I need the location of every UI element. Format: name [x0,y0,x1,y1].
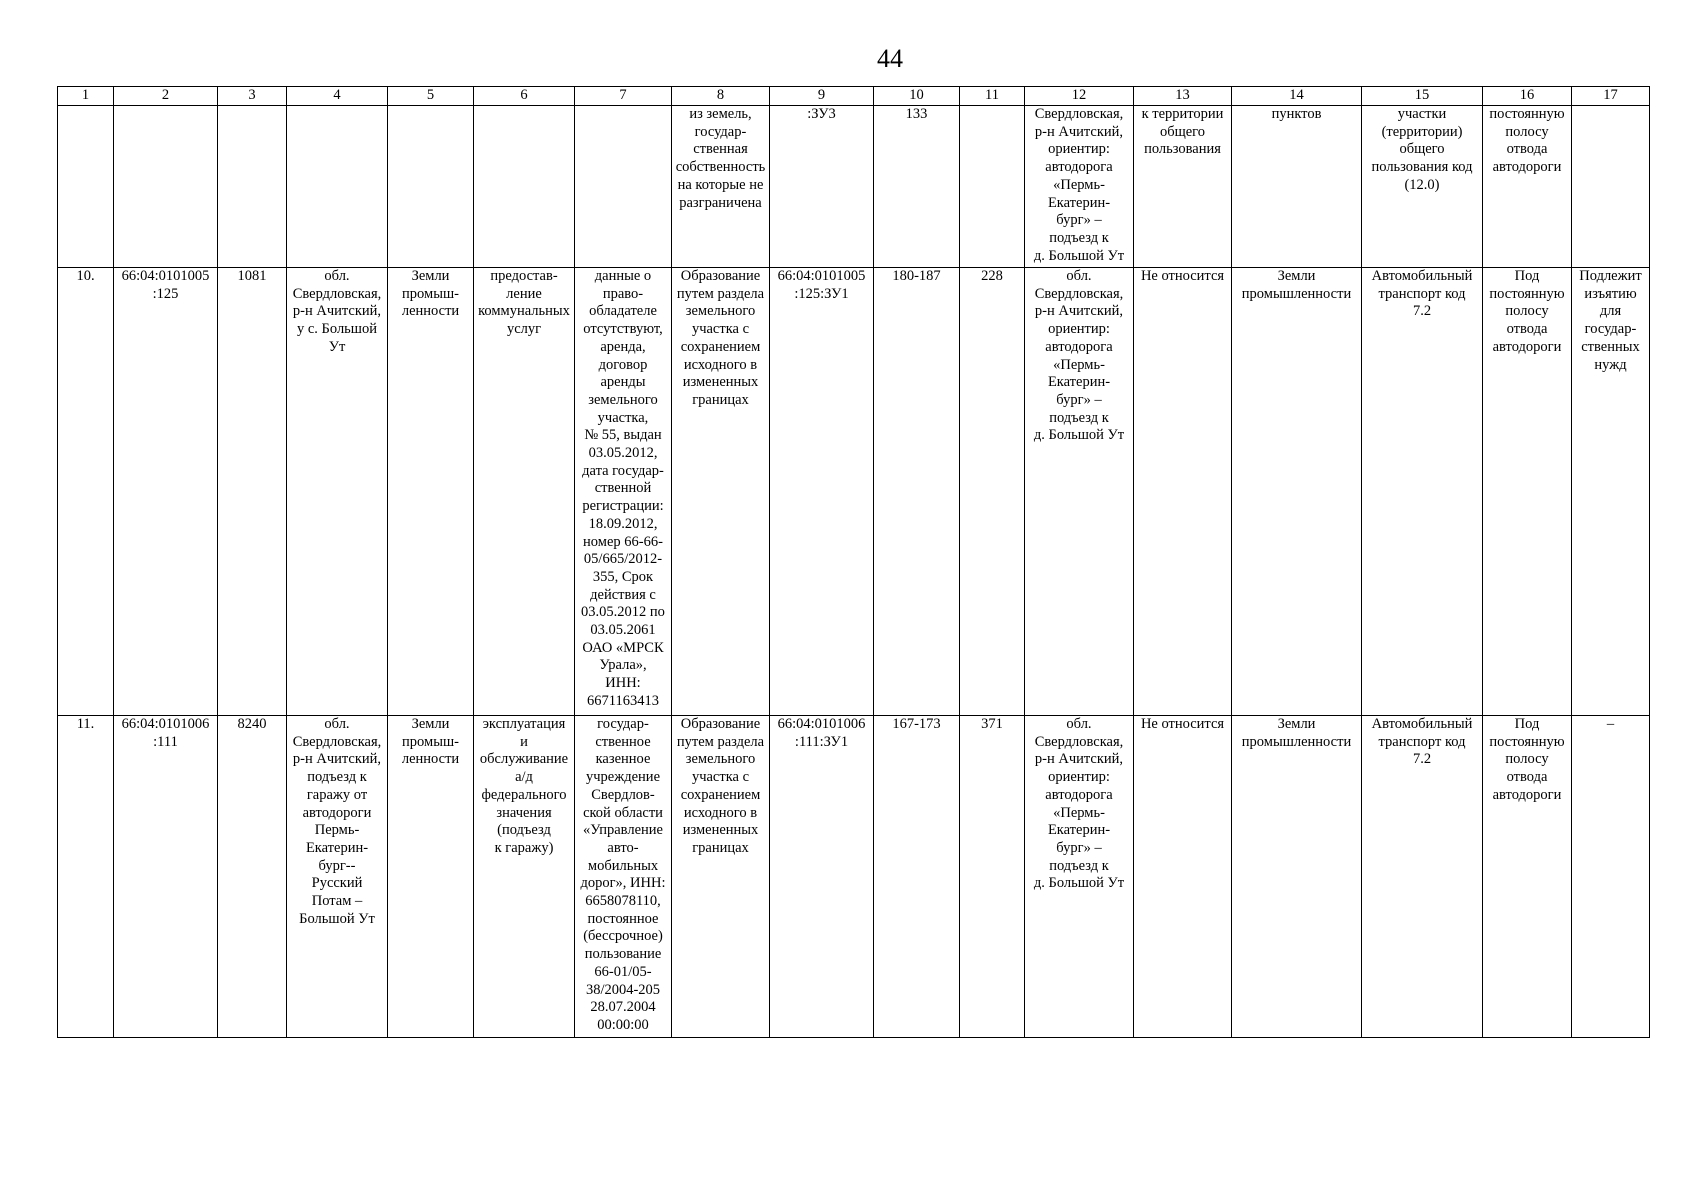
table-row [58,268,1650,716]
table-cell-col-2 [114,106,218,268]
table-cell-col-12: обл. Свердловская, р-н Ачитский, ориентир: автодорога «Пермь- Екатерин- бург» – подъезд к д. Большой Ут [1025,268,1134,716]
table-cell-col-5: Земли промыш- ленности [388,716,474,1038]
table-cell-col-11: 228 [960,268,1025,716]
table-cell-col-8: Образование путем раздела земельного участка с сохранением исходного в измененных границах [672,268,770,716]
table-cell-col-16: Под постоянную полосу отвода автодороги [1483,716,1572,1038]
column-number-2: 2 [114,87,218,106]
table-cell-col-13: к территории общего пользования [1134,106,1232,268]
table-cell-col-6 [474,106,575,268]
table-cell-col-15: участки (территории) общего пользования код (12.0) [1362,106,1483,268]
column-number-16: 16 [1483,87,1572,106]
table-cell-col-8: из земель, государ- ственная собственность на которые не разграничена [672,106,770,268]
table-cell-col-10: 133 [874,106,960,268]
table-cell-col-10: 167-173 [874,716,960,1038]
column-number-12: 12 [1025,87,1134,106]
land-plot-table [57,86,1650,1038]
table-cell-col-1: 10. [58,268,114,716]
table-cell-col-9: :ЗУ3 [770,106,874,268]
column-number-14: 14 [1232,87,1362,106]
table-cell-col-7: государ- ственное казенное учреждение Свердлов- ской области «Управление авто- мобильных дорог», ИНН: 6658078110, постоянное (бессрочное) пользование 66-01/05- 38/2004-205 28.07.2004 00:00:00 [575,716,672,1038]
column-number-9: 9 [770,87,874,106]
table-cell-col-7: данные о право- обладателе отсутствуют, аренда, договор аренды земельного участка, № 55, выдан 03.05.2012, дата государ- ственной регистрации: 18.09.2012, номер 66-66- 05/665/2012- 355, Срок действия с 03.05.2012 по 03.05.2061 ОАО «МРСК Урала», ИНН: 6671163413 [575,268,672,716]
page-number: 44 [877,44,903,73]
table-cell-col-14: Земли промышленности [1232,716,1362,1038]
table-cell-col-8: Образование путем раздела земельного участка с сохранением исходного в измененных границах [672,716,770,1038]
column-number-1: 1 [58,87,114,106]
table-cell-col-14: пунктов [1232,106,1362,268]
column-number-15: 15 [1362,87,1483,106]
table-cell-col-2: 66:04:0101005 :125 [114,268,218,716]
column-number-17: 17 [1572,87,1650,106]
table-cell-col-13: Не относится [1134,716,1232,1038]
table-cell-col-6: эксплуатация и обслуживание а/д федерального значения (подъезд к гаражу) [474,716,575,1038]
table-cell-col-5 [388,106,474,268]
column-number-11: 11 [960,87,1025,106]
column-number-3: 3 [218,87,287,106]
table-cell-col-15: Автомобильный транспорт код 7.2 [1362,268,1483,716]
table-cell-col-2: 66:04:0101006 :111 [114,716,218,1038]
table-cell-col-16: постоянную полосу отвода автодороги [1483,106,1572,268]
table-cell-col-12: обл. Свердловская, р-н Ачитский, ориентир: автодорога «Пермь- Екатерин- бург» – подъезд к д. Большой Ут [1025,716,1134,1038]
table-cell-col-4: обл. Свердловская, р-н Ачитский, подъезд к гаражу от автодороги Пермь- Екатерин- бург-- Русский Потам – Большой Ут [287,716,388,1038]
table-cell-col-13: Не относится [1134,268,1232,716]
table-cell-col-3 [218,106,287,268]
column-number-8: 8 [672,87,770,106]
column-number-4: 4 [287,87,388,106]
column-number-7: 7 [575,87,672,106]
table-cell-col-17: Подлежит изъятию для государ- ственных нужд [1572,268,1650,716]
column-number-5: 5 [388,87,474,106]
table-cell-col-14: Земли промышленности [1232,268,1362,716]
table-cell-col-16: Под постоянную полосу отвода автодороги [1483,268,1572,716]
table-cell-col-12: Свердловская, р-н Ачитский, ориентир: автодорога «Пермь- Екатерин- бург» – подъезд к д. Большой Ут [1025,106,1134,268]
table-cell-col-4 [287,106,388,268]
table-cell-col-3: 8240 [218,716,287,1038]
table-cell-col-11: 371 [960,716,1025,1038]
table-cell-col-4: обл. Свердловская, р-н Ачитский, у с. Большой Ут [287,268,388,716]
table-cell-col-11 [960,106,1025,268]
table-cell-col-6: предостав- ление коммунальных услуг [474,268,575,716]
table-cell-col-10: 180-187 [874,268,960,716]
table-cell-col-1: 11. [58,716,114,1038]
column-number-13: 13 [1134,87,1232,106]
table-cell-col-17: – [1572,716,1650,1038]
table-cell-col-5: Земли промыш- ленности [388,268,474,716]
table-cell-col-9: 66:04:0101005 :125:ЗУ1 [770,268,874,716]
table-cell-col-3: 1081 [218,268,287,716]
column-number-10: 10 [874,87,960,106]
table-cell-col-7 [575,106,672,268]
table-cell-col-1 [58,106,114,268]
column-number-6: 6 [474,87,575,106]
table-cell-col-15: Автомобильный транспорт код 7.2 [1362,716,1483,1038]
table-row [58,106,1650,268]
table-cell-col-17 [1572,106,1650,268]
table-cell-col-9: 66:04:0101006 :111:ЗУ1 [770,716,874,1038]
table-row [58,716,1650,1038]
column-number-row [58,87,1650,106]
